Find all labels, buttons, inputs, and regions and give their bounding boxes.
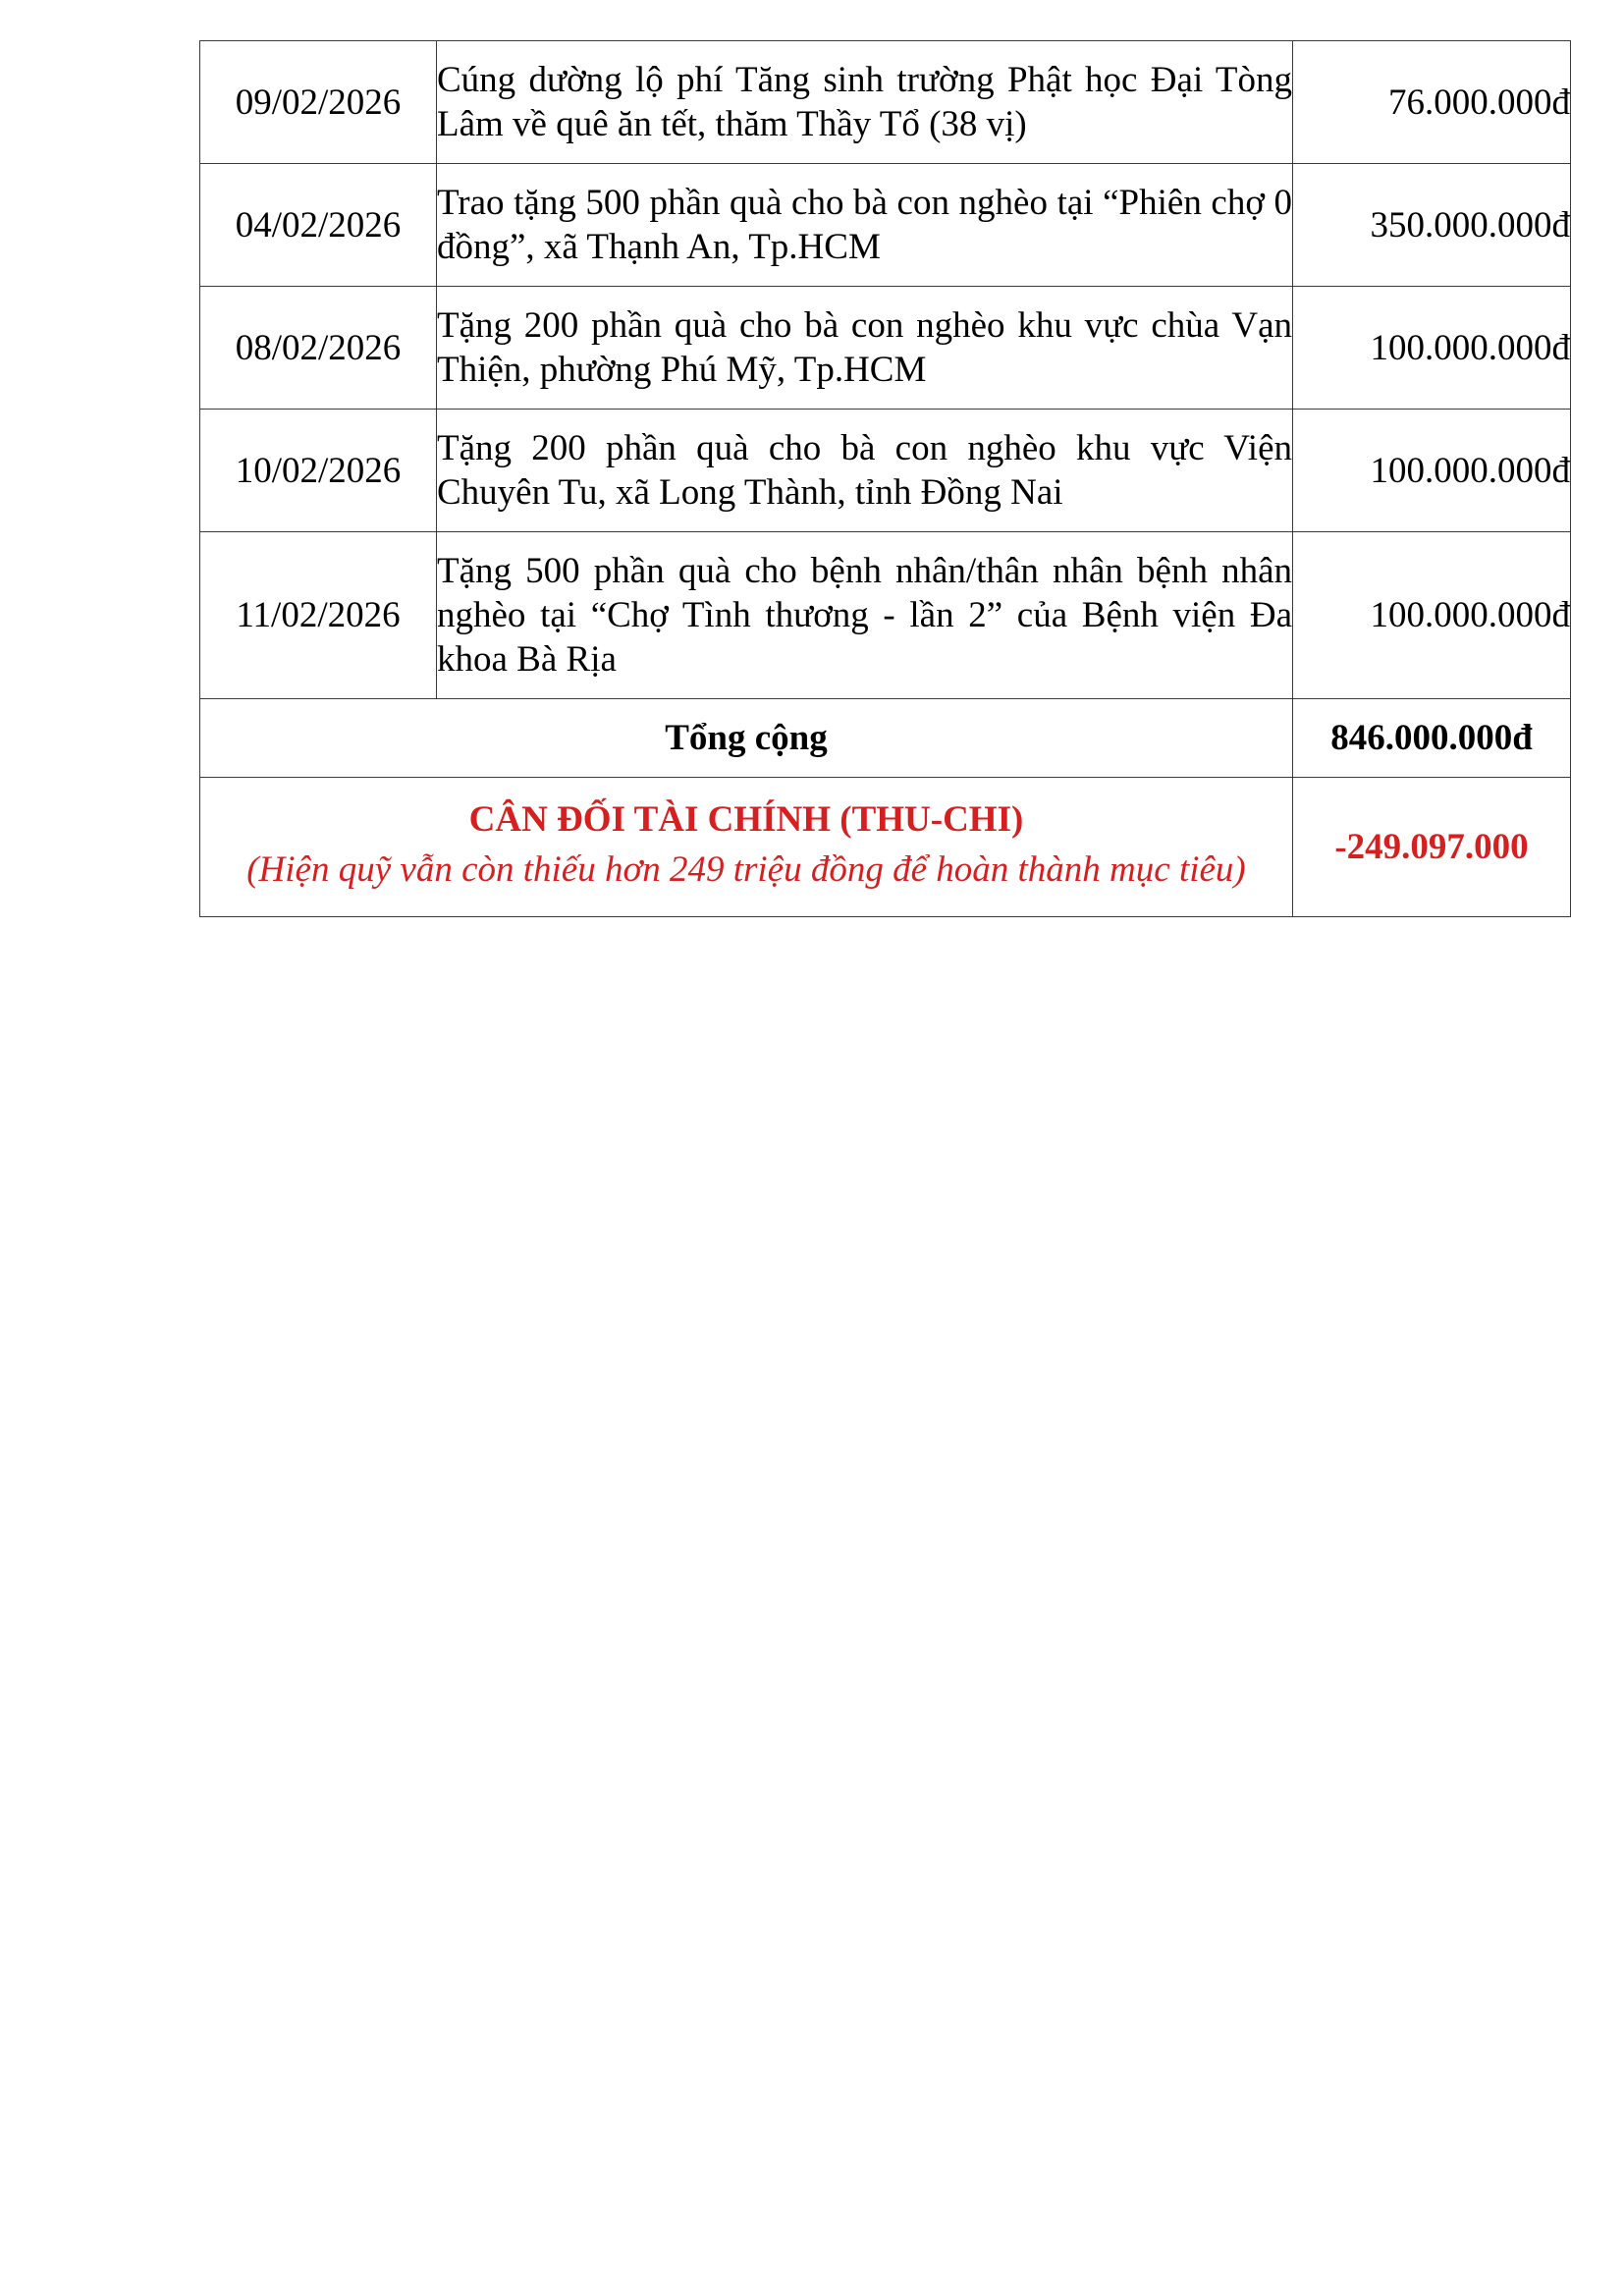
- row-amount: 350.000.000đ: [1293, 164, 1571, 287]
- row-description: Trao tặng 500 phần quà cho bà con nghèo tại “Phiên chợ 0 đồng”, xã Thạnh An, Tp.HCM: [437, 164, 1293, 287]
- row-date: 11/02/2026: [200, 532, 437, 699]
- total-amount: 846.000.000đ: [1293, 699, 1571, 778]
- row-date: 10/02/2026: [200, 410, 437, 532]
- row-amount: 100.000.000đ: [1293, 287, 1571, 410]
- row-date: 09/02/2026: [200, 41, 437, 164]
- row-description: Tặng 500 phần quà cho bệnh nhân/thân nhân bệnh nhân nghèo tại “Chợ Tình thương - lần 2” của Bệnh viện Đa khoa Bà Rịa: [437, 532, 1293, 699]
- balance-cell: [200, 778, 1293, 917]
- balance-note: (Hiện quỹ vẫn còn thiếu hơn 249 triệu đồng để hoàn thành mục tiêu): [246, 848, 1246, 890]
- row-description: Cúng dường lộ phí Tăng sinh trường Phật học Đại Tòng Lâm về quê ăn tết, thăm Thầy Tổ (38 vị): [437, 41, 1293, 164]
- balance-title: CÂN ĐỐI TÀI CHÍNH (THU-CHI): [468, 798, 1024, 840]
- table-row: [200, 287, 1571, 410]
- balance-amount: -249.097.000: [1293, 778, 1571, 917]
- table-row: [200, 164, 1571, 287]
- total-row: [200, 699, 1571, 778]
- row-amount: 100.000.000đ: [1293, 532, 1571, 699]
- row-amount: 76.000.000đ: [1293, 41, 1571, 164]
- expense-table: [199, 40, 1571, 917]
- table-row: [200, 410, 1571, 532]
- total-label: Tổng cộng: [200, 699, 1293, 778]
- row-date: 04/02/2026: [200, 164, 437, 287]
- table-row: [200, 41, 1571, 164]
- row-date: 08/02/2026: [200, 287, 437, 410]
- row-description: Tặng 200 phần quà cho bà con nghèo khu vực chùa Vạn Thiện, phường Phú Mỹ, Tp.HCM: [437, 287, 1293, 410]
- row-description: Tặng 200 phần quà cho bà con nghèo khu vực Viện Chuyên Tu, xã Long Thành, tỉnh Đồng Nai: [437, 410, 1293, 532]
- row-amount: 100.000.000đ: [1293, 410, 1571, 532]
- balance-row: [200, 778, 1571, 917]
- table-row: [200, 532, 1571, 699]
